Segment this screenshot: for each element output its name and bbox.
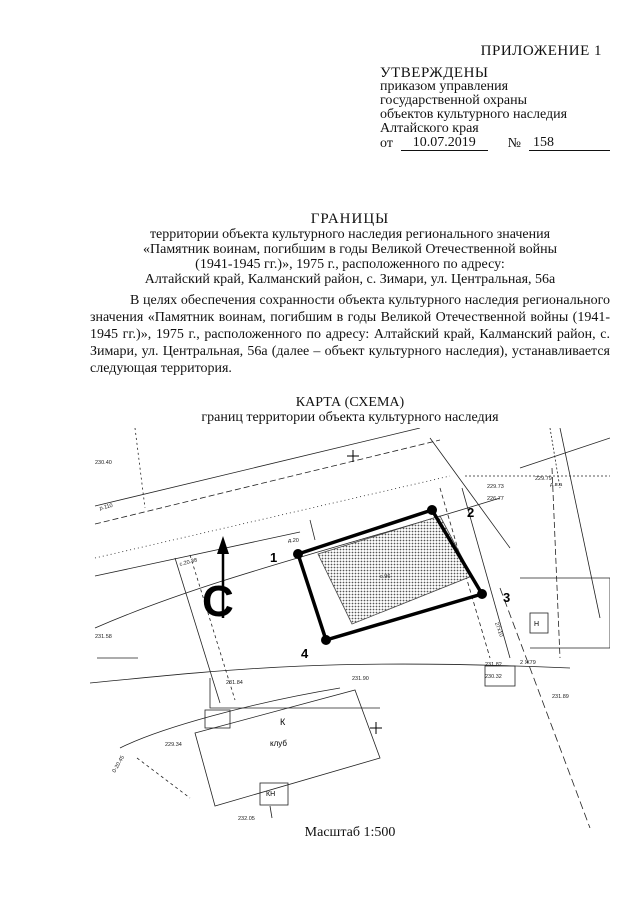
building-label: КН (266, 791, 276, 798)
map-label: 27х10 (493, 621, 504, 638)
north-letter: С (202, 577, 234, 626)
order-number: 158 (529, 136, 610, 151)
approved-heading: УТВЕРЖДЕНЫ (380, 65, 489, 81)
building-label: Н (534, 621, 540, 628)
title-heading: ГРАНИЦЫ (310, 211, 390, 227)
elevation-label: 231.89 (552, 694, 569, 700)
map-label: д.20 (288, 538, 299, 544)
site-plan-map (90, 428, 610, 828)
boundary-point-1 (293, 549, 303, 559)
paragraph-text: В целях обеспечения сохранности объекта культурного наследия регионального значения «Памятник воинам, погибшим в годы Великой Отечественной войны (1941-1945 гг.)», 1975 г., расположенного по адресу: Алтайский край, Калманский район, с. Зимари, ул. Центральная, 56а (далее – объект культурного наследия), устанавливается следующая территория. (90, 293, 610, 376)
approved-line: приказом управления (380, 79, 509, 94)
building-label: К (280, 717, 286, 727)
number-label: № (507, 136, 521, 151)
map-label: с.96 (380, 574, 391, 580)
map-label: 2 Ж79 (520, 660, 536, 666)
elevation-label: 231.58 (95, 634, 112, 640)
order-date: 10.07.2019 (401, 136, 488, 151)
map-subheading: границ территории объекта культурного наследия (201, 410, 499, 425)
elevation-label: 231.84 (226, 680, 243, 686)
approved-line: государственной охраны (380, 93, 528, 108)
elevation-label: 226.77 (487, 496, 504, 502)
elevation-label: 229.79 (535, 476, 552, 482)
title-line: территории объекта культурного наследия регионального значения (149, 227, 551, 242)
map-scale: Масштаб 1:500 (304, 825, 396, 840)
elevation-label: 232.05 (238, 816, 255, 822)
elevation-label: 229.73 (487, 484, 504, 490)
elevation-label: 230.40 (95, 460, 112, 466)
map-label: с.20.38 (178, 557, 198, 568)
elevation-label: 229.34 (165, 742, 182, 748)
from-label: от (380, 136, 393, 151)
map-linework (90, 428, 610, 828)
approval-block (380, 66, 610, 151)
approved-line: объектов культурного наследия (380, 107, 568, 122)
elevation-label: 231.82 (485, 662, 502, 668)
point-label-3: 3 (503, 590, 511, 605)
point-label-4: 4 (301, 646, 309, 661)
approved-line: Алтайского края (380, 121, 479, 136)
map-title (90, 395, 610, 425)
title-line: Алтайский край, Калманский район, с. Зимари, ул. Центральная, 56а (144, 272, 556, 287)
map-label: р.110 (99, 502, 114, 512)
map-label: д.в.а (550, 482, 563, 488)
map-label: 0-20.45 (111, 754, 127, 774)
order-date-number (380, 136, 610, 151)
title-line: «Памятник воинам, погибшим в годы Великой Отечественной войны (143, 242, 557, 257)
point-label-1: 1 (270, 550, 278, 565)
title-line: (1941-1945 гг.)», 1975 г., расположенного по адресу: (195, 257, 505, 272)
map-heading: КАРТА (СХЕМА) (295, 395, 405, 410)
elevation-labels (95, 460, 569, 822)
boundary-point-4 (321, 635, 331, 645)
boundary-point-3 (477, 589, 487, 599)
monument-area (318, 516, 472, 624)
elevation-label: 231.90 (352, 676, 369, 682)
document-title (90, 212, 610, 287)
body-paragraph (90, 292, 610, 377)
point-label-2: 2 (467, 505, 475, 520)
appendix-label: ПРИЛОЖЕНИЕ 1 (480, 43, 602, 59)
elevation-label: 230.32 (485, 674, 502, 680)
boundary-point-2 (427, 505, 437, 515)
building-label: клуб (270, 739, 287, 748)
